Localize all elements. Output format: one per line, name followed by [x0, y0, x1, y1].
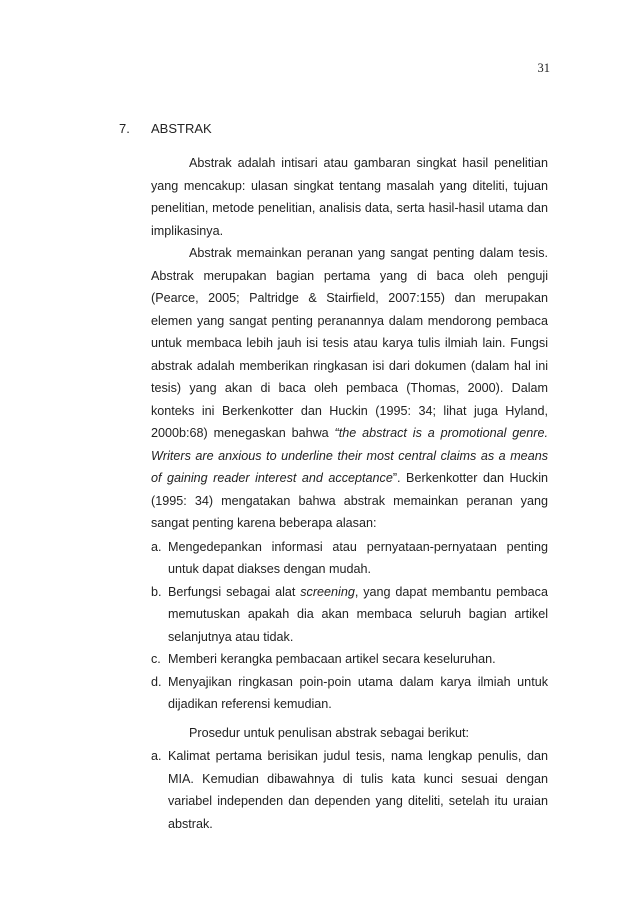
list-marker: c. [151, 652, 161, 666]
list-item-text: Kalimat pertama berisikan judul tesis, nama lengkap penulis, dan MIA. Kemudian dibawahnya di tulis kata kunci sesuai dengan variabel independen dan dependen yang diteliti, setelah itu uraian abstrak. [168, 749, 548, 831]
section-title: ABSTRAK [151, 121, 212, 136]
list-item-text: Memberi kerangka pembacaan artikel secara keseluruhan. [168, 652, 496, 666]
paragraph-definition: Abstrak adalah intisari atau gambaran singkat hasil penelitian yang mencakup: ulasan singkat tentang masalah yang diteliti, tujuan penelitian, metode penelitian, analisis data, serta hasil-hasil utama dan implikasinya. [151, 156, 548, 238]
list-item-text: Berfungsi sebagai alat [168, 584, 301, 599]
list-marker: d. [151, 674, 162, 689]
section-number: 7. [119, 121, 130, 136]
list-item [151, 536, 548, 581]
list-item-text-end: , yang dapat membantu pembaca memutuskan apakah dia akan membaca seluruh bagian artikel selanjutnya atau tidak. [168, 584, 548, 644]
list-marker: a. [151, 539, 162, 554]
list-item-text: Mengedepankan informasi atau pernyataan-pernyataan penting untuk dapat diakses dengan mudah. [168, 539, 548, 576]
list-item-text: Menyajikan ringkasan poin-poin utama dalam karya ilmiah untuk dijadikan referensi kemudian. [168, 674, 548, 711]
list-item [151, 745, 548, 835]
body-text [151, 152, 548, 835]
paragraph-importance [151, 242, 548, 535]
list-item [151, 648, 548, 671]
paragraph-importance-closing: ”. Berkenkotter dan Huckin (1995: 34) mengatakan bahwa abstrak memainkan peranan yang sangat penting karena beberapa alasan: [151, 471, 548, 530]
page-number: 31 [537, 61, 550, 75]
list-item [151, 671, 548, 716]
list-marker: a. [151, 749, 162, 763]
procedure-intro: Prosedur untuk penulisan abstrak sebagai berikut: [189, 725, 470, 740]
list-marker: b. [151, 584, 162, 599]
quote-text: “the abstract is a promotional genre. Writers are anxious to underline their most central claims as a means of gaining reader interest and acceptance [151, 426, 548, 485]
section-heading [119, 121, 212, 136]
list-item [151, 581, 548, 649]
paragraph-importance-text: Abstrak memainkan peranan yang sangat penting dalam tesis. Abstrak merupakan bagian pertama yang di baca oleh penguji (Pearce, 2005; Paltridge & Stairfield, 2007:155) dan merupakan elemen yang sangat penting peranannya dalam mendorong pembaca untuk membaca lebih jauh isi tesis atau karya tulis ilmiah lain. Fungsi abstrak adalah memberikan ringkasan isi dari dokumen (dalam hal ini tesis) yang akan di baca oleh pembaca (Thomas, 2000). Dalam konteks ini Berkenkotter dan Huckin (1995: 34; lihat juga Hyland, 2000b:68) menegaskan bahwa [151, 246, 548, 440]
list-item-italic: screening [300, 584, 355, 599]
